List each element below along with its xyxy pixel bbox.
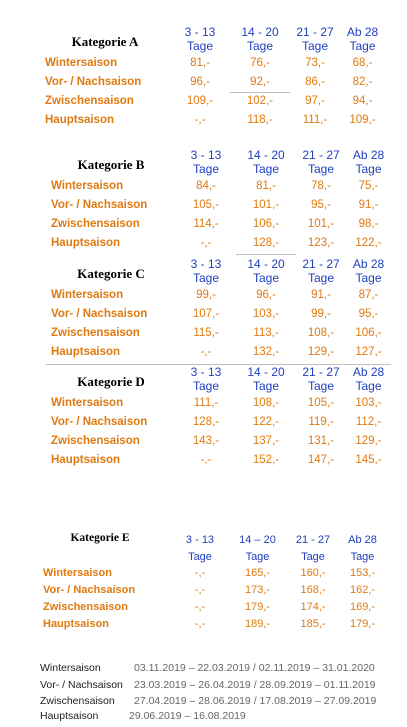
price-cell: 127,- [355,346,382,358]
season-label: Zwischensaison [43,601,128,613]
category-c-table [46,254,391,366]
category-title: Kategorie A [71,34,139,49]
price-cell: 128,- [192,416,220,428]
price-cell: 114,- [193,218,219,230]
legend-season-dates: 29.06.2019 – 16.08.2019 [129,710,246,722]
legend-season-label: Vor- / Nachsaison [40,679,123,691]
price-cell: 92,- [250,76,270,88]
season-label: Hauptsaison [51,454,121,466]
price-cell: 128,- [252,237,280,249]
column-header: 21 - 27 Tage [295,534,331,563]
price-cell: 129,- [355,435,382,447]
price-cell: 101,- [252,199,280,211]
legend-row [40,710,400,725]
price-cell: -,- [194,567,206,579]
season-label: Hauptsaison [43,618,110,630]
price-cell: -,- [194,618,206,630]
price-cell: 106,- [252,218,280,230]
column-header: 14 - 20 Tage [247,365,285,393]
row-divider [230,92,290,93]
column-header: Ab 28 Tage [352,148,385,176]
table-row [40,114,385,133]
price-cell: 98,- [358,218,379,230]
category-e-table [40,530,385,635]
price-cell: 179,- [244,601,271,613]
price-cell: 169,- [349,601,376,613]
column-header: 3 - 13 Tage [190,365,222,393]
price-cell: 109,- [349,114,376,126]
price-cell: -,- [194,114,206,126]
season-label: Hauptsaison [45,114,115,126]
price-cell: 75,- [358,180,379,192]
price-cell: 96,- [190,76,210,88]
season-label: Wintersaison [51,397,124,409]
legend-row [40,662,400,677]
price-cell: 119,- [308,416,334,428]
price-cell: 82,- [352,76,373,88]
price-cell: -,- [200,454,212,466]
column-header: 3 - 13 Tage [184,25,216,53]
column-header: 3 - 13 Tage [190,148,222,176]
legend-season-dates: 23.03.2019 – 26.04.2019 / 28.09.2019 – 01.11.2019 [134,679,376,691]
column-header: Ab 28 Tage [346,25,379,53]
column-header: 14 - 20 Tage [247,257,285,285]
price-cell: 160,- [300,567,326,579]
category-d-table [46,362,391,474]
price-cell: 108,- [252,397,280,409]
season-label: Hauptsaison [51,346,121,358]
price-cell: -,- [194,584,206,596]
legend-season-label: Wintersaison [40,662,101,674]
column-header: 14 - 20 Tage [247,148,285,176]
price-cell: 84,- [196,180,216,192]
price-cell: 101,- [307,218,335,230]
legend-season-dates: 27.04.2019 – 28.06.2019 / 17.08.2019 – 27.09.2019 [134,695,377,707]
column-header: 14 – 20 Tage [239,534,276,563]
column-header: 21 - 27 Tage [302,148,340,176]
table-row [46,199,391,218]
column-header: 3 - 13 Tage [190,257,222,285]
price-cell: 73,- [305,57,325,69]
column-header: 21 - 27 Tage [302,365,340,393]
legend-season-label: Zwischensaison [40,695,115,707]
price-cell: 122,- [252,416,280,428]
season-label: Zwischensaison [51,327,140,339]
legend-season-dates: 03.11.2019 – 22.03.2019 / 02.11.2019 – 31.01.2020 [134,662,375,674]
season-dates-legend [40,662,400,724]
price-cell: 179,- [349,618,376,630]
table-row [46,308,391,327]
price-cell: 87,- [358,289,379,301]
table-row [46,397,391,416]
price-cell: 115,- [193,327,219,339]
price-cell: 96,- [256,289,276,301]
price-cell: 131,- [307,435,335,447]
price-cell: -,- [194,601,206,613]
price-cell: 91,- [358,199,379,211]
price-cell: 113,- [253,327,279,339]
table-row [46,218,391,237]
price-cell: 122,- [355,237,382,249]
season-label: Wintersaison [43,567,112,579]
price-cell: 153,- [349,567,376,579]
season-label: Vor- / Nachsaison [45,76,142,88]
price-cell: 173,- [244,584,271,596]
price-cell: 162,- [349,584,376,596]
season-label: Wintersaison [51,289,124,301]
legend-row [40,695,400,710]
season-label: Zwischensaison [51,218,140,230]
price-cell: 143,- [192,435,220,447]
column-header: Ab 28 Tage [352,365,385,393]
season-label: Zwischensaison [51,435,140,447]
category-title: Kategorie C [77,266,145,281]
column-header: 21 - 27 Tage [296,25,334,53]
price-cell: 68,- [352,57,373,69]
category-title: Kategorie E [70,532,130,544]
price-cell: 145,- [355,454,382,466]
price-cell: 174,- [300,601,326,613]
price-cell: 111,- [302,114,328,126]
price-cell: 94,- [352,95,373,107]
price-cell: 147,- [307,454,335,466]
column-header: Ab 28 Tage [352,257,385,285]
price-cell: 95,- [358,308,379,320]
price-cell: -,- [200,237,212,249]
table-row [40,57,385,76]
price-cell: 118,- [247,114,273,126]
price-cell: 106,- [355,327,382,339]
table-row [40,76,385,95]
category-title: Kategorie B [77,157,145,172]
table-row [46,416,391,435]
column-header: 21 - 27 Tage [302,257,340,285]
price-cell: 105,- [192,199,220,211]
price-cell: 99,- [311,308,331,320]
price-cell: 112,- [355,416,382,428]
price-cell: 102,- [246,95,274,107]
table-row [46,180,391,199]
legend-row [40,679,400,694]
table-row [46,454,391,473]
price-cell: 95,- [311,199,331,211]
price-cell: 107,- [192,308,220,320]
season-label: Hauptsaison [51,237,121,249]
season-label: Vor- / Nachsaison [51,416,148,428]
price-cell: 152,- [252,454,280,466]
price-cell: 103,- [355,397,382,409]
price-cell: 81,- [190,57,210,69]
price-cell: 109,- [186,95,214,107]
price-cell: 86,- [305,76,325,88]
season-label: Zwischensaison [45,95,134,107]
column-header: 14 - 20 Tage [241,25,279,53]
price-cell: 81,- [256,180,276,192]
table-row [46,327,391,346]
season-label: Vor- / Nachsaison [51,308,148,320]
price-cell: 165,- [244,567,271,579]
category-title: Kategorie D [77,374,145,389]
price-cell: 111,- [193,397,219,409]
price-cell: 78,- [311,180,331,192]
price-cell: 185,- [300,618,326,630]
price-cell: -,- [200,346,212,358]
price-cell: 129,- [307,346,335,358]
column-header: 3 - 13 Tage [185,534,215,563]
category-a-table [40,22,385,134]
table-row [40,95,385,114]
price-cell: 132,- [252,346,280,358]
price-cell: 91,- [311,289,331,301]
season-label: Vor- / Nachsaison [51,199,148,211]
price-cell: 123,- [307,237,335,249]
price-cell: 105,- [307,397,335,409]
table-row [46,435,391,454]
price-cell: 103,- [252,308,280,320]
price-cell: 108,- [307,327,335,339]
column-header: Ab 28 Tage [348,534,377,563]
season-label: Wintersaison [45,57,118,69]
season-label: Vor- / Nachsaison [43,584,136,596]
price-cell: 76,- [250,57,270,69]
price-cell: 99,- [196,289,216,301]
category-b-table [46,145,391,257]
table-row [40,618,385,637]
season-label: Wintersaison [51,180,124,192]
table-row [46,289,391,308]
legend-season-label: Hauptsaison [40,710,99,722]
price-cell: 189,- [244,618,271,630]
price-cell: 137,- [252,435,280,447]
price-cell: 168,- [300,584,326,596]
price-cell: 97,- [305,95,325,107]
